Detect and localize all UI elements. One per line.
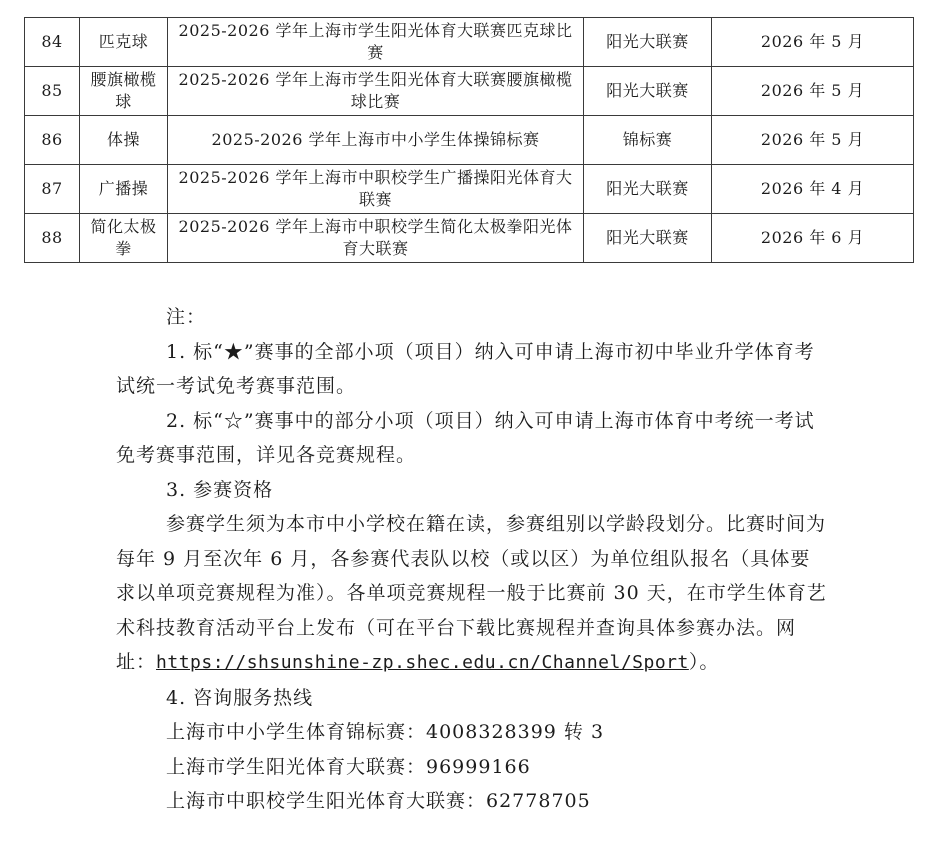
event-name: 2025-2026 学年上海市中小学生体操锦标赛 (168, 116, 584, 165)
event-category: 阳光大联赛 (584, 67, 712, 116)
events-table-body (25, 18, 914, 263)
row-number: 88 (25, 214, 80, 263)
sport-name: 匹克球 (80, 18, 168, 67)
event-date: 2026 年 5 月 (712, 116, 914, 165)
event-name: 2025-2026 学年上海市中职校学生广播操阳光体育大联赛 (168, 165, 584, 214)
hotline-vocational-league: 上海市中职校学生阳光体育大联赛：62778705 (166, 790, 591, 812)
note-2: 2. 标“☆”赛事中的部分小项（项目）纳入可申请上海市体育中考统一考试免考赛事范围，详见各竞赛规程。 (116, 409, 815, 466)
table-row (25, 165, 914, 214)
sport-name: 广播操 (80, 165, 168, 214)
note-3-body (116, 507, 828, 681)
sport-name: 简化太极拳 (80, 214, 168, 263)
note-4-heading: 4. 咨询服务热线 (166, 686, 314, 709)
note-3-body-end: ）。 (688, 651, 720, 673)
hotline-sunshine-league: 上海市学生阳光体育大联赛：96999166 (166, 755, 531, 778)
website-link[interactable]: https://shsunshine-zp.shec.edu.cn/Channel/Sport (156, 652, 689, 673)
row-number: 86 (25, 116, 80, 165)
sport-name: 腰旗橄榄球 (80, 67, 168, 116)
events-table (24, 17, 914, 263)
notes-heading: 注： (166, 306, 207, 328)
note-1: 1. 标“★”赛事的全部小项（项目）纳入可申请上海市初中毕业升学体育考试统一考试免考赛事范围。 (116, 340, 815, 397)
notes-section (116, 300, 828, 819)
note-3-heading: 3. 参赛资格 (166, 478, 274, 501)
event-date: 2026 年 4 月 (712, 165, 914, 214)
event-date: 2026 年 5 月 (712, 18, 914, 67)
sport-name: 体操 (80, 116, 168, 165)
event-category: 锦标赛 (584, 116, 712, 165)
row-number: 85 (25, 67, 80, 116)
row-number: 84 (25, 18, 80, 67)
event-name: 2025-2026 学年上海市中职校学生简化太极拳阳光体育大联赛 (168, 214, 584, 263)
table-row (25, 116, 914, 165)
table-row (25, 67, 914, 116)
event-date: 2026 年 5 月 (712, 67, 914, 116)
event-category: 阳光大联赛 (584, 18, 712, 67)
event-category: 阳光大联赛 (584, 214, 712, 263)
hotline-championship: 上海市中小学生体育锦标赛：4008328399 转 3 (166, 721, 605, 743)
table-row (25, 214, 914, 263)
event-name: 2025-2026 学年上海市学生阳光体育大联赛匹克球比赛 (168, 18, 584, 67)
table-row (25, 18, 914, 67)
event-name: 2025-2026 学年上海市学生阳光体育大联赛腰旗橄榄球比赛 (168, 67, 584, 116)
event-category: 阳光大联赛 (584, 165, 712, 214)
note-3-body-text: 参赛学生须为本市中小学校在籍在读，参赛组别以学龄段划分。比赛时间为每年 9 月至次年 6 月，各参赛代表队以校（或以区）为单位组队报名（具体要求以单项竞赛规程为准）。各单项竞赛规程一般于比赛前 30 天，在市学生体育艺术科技教育活动平台上发布（可在平台下载比赛规程并查询具体参赛办法。网址： (116, 513, 827, 673)
event-date: 2026 年 6 月 (712, 214, 914, 263)
row-number: 87 (25, 165, 80, 214)
